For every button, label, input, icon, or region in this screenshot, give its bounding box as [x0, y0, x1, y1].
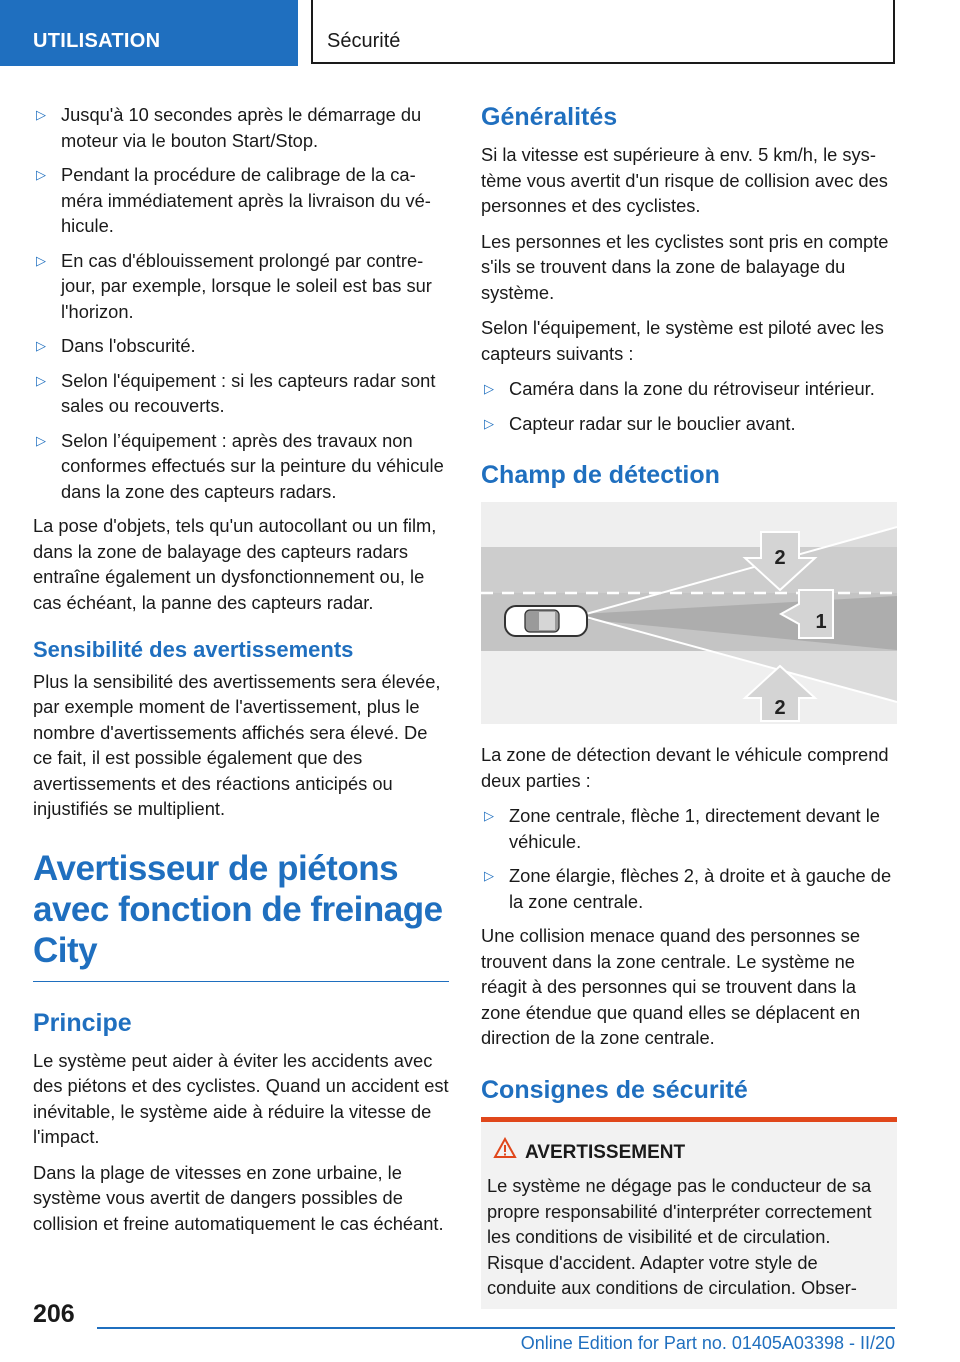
triangle-bullet-icon: ▷	[36, 372, 46, 388]
section-tab: UTILISATION	[0, 0, 298, 66]
paragraph: Selon l'équipement, le système est piloté avec les capteurs suivants :	[481, 317, 884, 364]
paragraph: Une collision menace quand des personnes se trouvent dans la zone centrale. Le système ne réagit à des personnes qui se trouvent dans la zone étendue que quand elles se déplacent en direction de la zone centrale.	[481, 925, 861, 1048]
heading-champ: Champ de détection	[481, 461, 720, 489]
list-item: ▷ Selon l'équipement : si les capteurs radar sont sales ou recouverts.	[36, 369, 436, 416]
triangle-bullet-icon: ▷	[484, 415, 494, 431]
triangle-bullet-icon: ▷	[36, 167, 46, 182]
paragraph: Les personnes et les cyclistes sont pris en compte s'ils se trouvent dans la zone de balayage du système.	[481, 230, 889, 303]
triangle-bullet-icon: ▷	[484, 808, 494, 823]
car-icon	[505, 606, 587, 636]
main-heading: Avertisseur de piétons avec fonction de freinage City	[33, 848, 449, 982]
right-column	[481, 102, 897, 1309]
svg-text:2: 2	[774, 547, 786, 569]
svg-text:2: 2	[774, 697, 786, 719]
limitations-list	[33, 102, 449, 504]
list-item: ▷ Dans l'obscurité.	[33, 333, 449, 359]
list-item: ▷ Zone élargie, flèches 2, à droite et à gauche de la zone centrale.	[484, 865, 892, 912]
heading-consignes: Consignes de sécurité	[481, 1075, 748, 1104]
warning-text: Le système ne dégage pas le conducteur de sa propre responsabilité d'interpréter correctement les conditions de visibilité et de circulation. Risque d'accident. Adapter votre style de conduite aux conditions de circulation. Obser-	[487, 1175, 872, 1298]
paragraph: Dans la plage de vitesses en zone urbaine, le système vous avertit de dangers possibles de collision et freine automatiquement le cas échéant.	[33, 1161, 444, 1234]
paragraph: Plus la sensibilité des avertissements sera élevée, par exemple moment de l'avertissement, plus le nombre d'avertissements affichés sera élevé. De ce fait, il est possible également que des avertissements et des réactions anticipés ou injustifiés se multiplient.	[33, 670, 441, 819]
footer-rule	[97, 1327, 895, 1329]
edition-footer: Online Edition for Part no. 01405A03398 - II/20	[520, 1333, 895, 1353]
list-item: ▷ Zone centrale, flèche 1, directement devant le véhicule.	[484, 805, 880, 852]
detection-field-illustration	[481, 502, 897, 724]
svg-text:1: 1	[815, 611, 827, 633]
page-number: 206	[33, 1300, 75, 1328]
paragraph: Le système peut aider à éviter les accidents avec des piétons et des cyclistes. Quand un accident est inévitable, le système aide à réduire la vitesse de l'impact.	[33, 1049, 449, 1147]
warning-title: AVERTISSEMENT	[487, 1140, 891, 1166]
paragraph: Si la vitesse est supérieure à env. 5 km/h, le système vous avertit d'un risque de collision avec des personnes et des cyclistes.	[481, 144, 888, 216]
left-column	[33, 102, 449, 1246]
list-item: ▷ Capteur radar sur le bouclier avant.	[481, 411, 897, 437]
paragraph: La zone de détection devant le véhicule comprend deux parties :	[481, 744, 889, 791]
list-item: ▷ Caméra dans la zone du rétroviseur intérieur.	[481, 376, 897, 402]
list-item: ▷ Pendant la procédure de calibrage de la caméra immédiatement après la livraison du véhicule.	[36, 164, 431, 236]
list-item: ▷ Selon l’équipement : après des travaux non conformes effectués sur la peinture du véhicule dans la zone des capteurs radars.	[36, 429, 444, 502]
paragraph: La pose d'objets, tels qu'un autocollant ou un film, dans la zone de balayage des capteurs radars entraîne également un dysfonctionnement ou, le cas échéant, la panne des capteurs radar.	[33, 515, 437, 613]
triangle-bullet-icon: ▷	[36, 338, 46, 353]
list-item: ▷ En cas d'éblouissement prolongé par contre-jour, par exemple, lorsque le soleil est bas sur l'horizon.	[36, 249, 432, 322]
warning-triangle-icon	[493, 1137, 517, 1159]
triangle-bullet-icon: ▷	[484, 381, 494, 396]
subheading-sensibilite: Sensibilité des avertissements	[33, 637, 354, 662]
chapter-title: Sécurité	[311, 0, 895, 64]
zone-list	[481, 803, 897, 914]
list-item: ▷ Jusqu'à 10 secondes après le démarrage du moteur via le bouton Start/Stop.	[36, 104, 422, 151]
triangle-bullet-icon: ▷	[36, 252, 46, 268]
heading-generalites: Généralités	[481, 103, 618, 131]
heading-principe: Principe	[33, 1008, 132, 1037]
sensors-list	[481, 376, 897, 436]
warning-box	[481, 1117, 897, 1309]
triangle-bullet-icon: ▷	[36, 432, 46, 448]
triangle-bullet-icon: ▷	[36, 107, 46, 122]
triangle-bullet-icon: ▷	[484, 868, 494, 883]
